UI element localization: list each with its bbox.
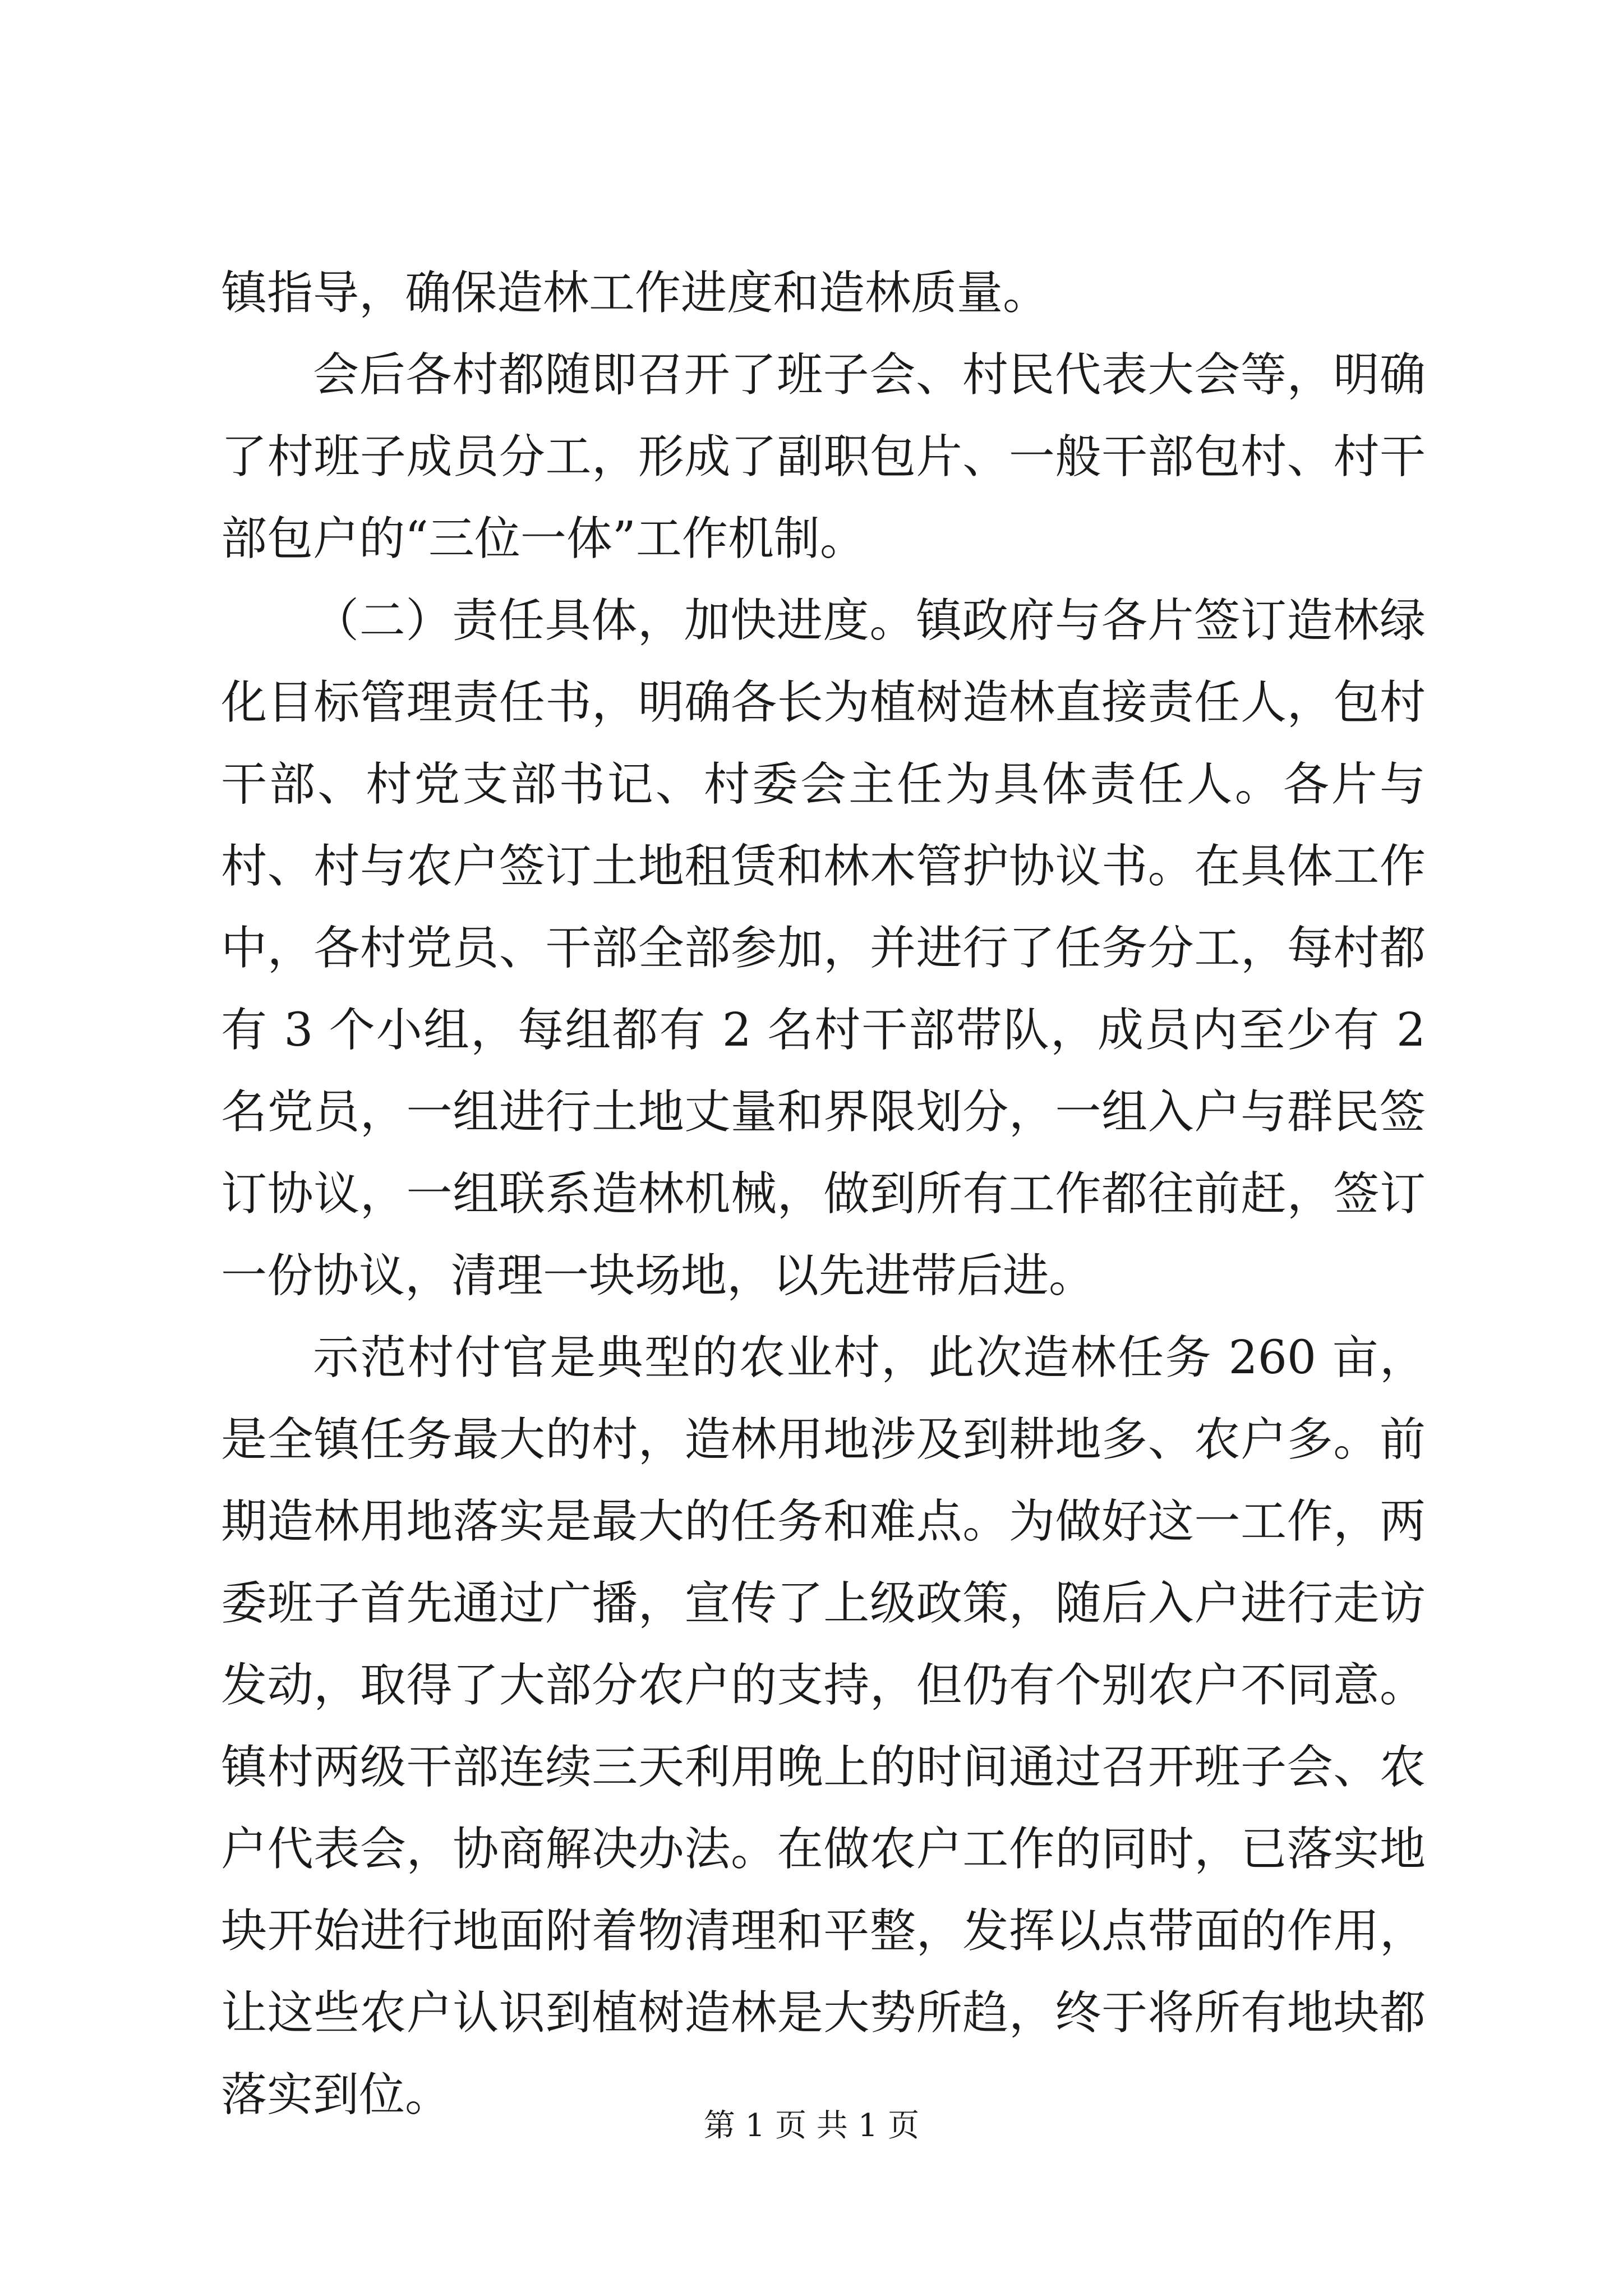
- document-body: [221, 252, 1426, 2136]
- paragraph: 镇指导，确保造林工作进度和造林质量。: [221, 266, 1049, 320]
- paragraph: 会后各村都随即召开了班子会、村民代表大会等，明确了村班子成员分工，形成了副职包片、一般干部包村、村干部包户的“三位一体”工作机制。: [221, 348, 1426, 565]
- page-number-footer: 第 1 页 共 1 页: [703, 2108, 920, 2144]
- paragraph: （二）责任具体，加快进度。镇政府与各片签订造林绿化目标管理责任书，明确各长为植树造林直接责任人，包村干部、村党支部书记、村委会主任为具体责任人。各片与村、村与农户签订土地租赁和林木管护协议书。在具体工作中，各村党员、干部全部参加，并进行了任务分工，每村都有 3 个小组，每组都有 2 名村干部带队，成员内至少有 2 名党员，一组进行土地丈量和界限划分，一组入户与群民签订协议，一组联系造林机械，做到所有工作都往前赶，签订一份协议，清理一块场地，以先进带后进。: [221, 594, 1426, 1303]
- paragraph: 示范村付官是典型的农业村，此次造林任务 260 亩，是全镇任务最大的村，造林用地涉及到耕地多、农户多。前期造林用地落实是最大的任务和难点。为做好这一工作，两委班子首先通过广播，宣传了上级政策，随后入户进行走访发动，取得了大部分农户的支持，但仍有个别农户不同意。镇村两级干部连续三天利用晚上的时间通过召开班子会、农户代表会，协商解决办法。在做农户工作的同时，已落实地块开始进行地面附着物清理和平整，发挥以点带面的作用，让这些农户认识到植树造林是大势所趋，终于将所有地块都落实到位。: [221, 1331, 1426, 2122]
